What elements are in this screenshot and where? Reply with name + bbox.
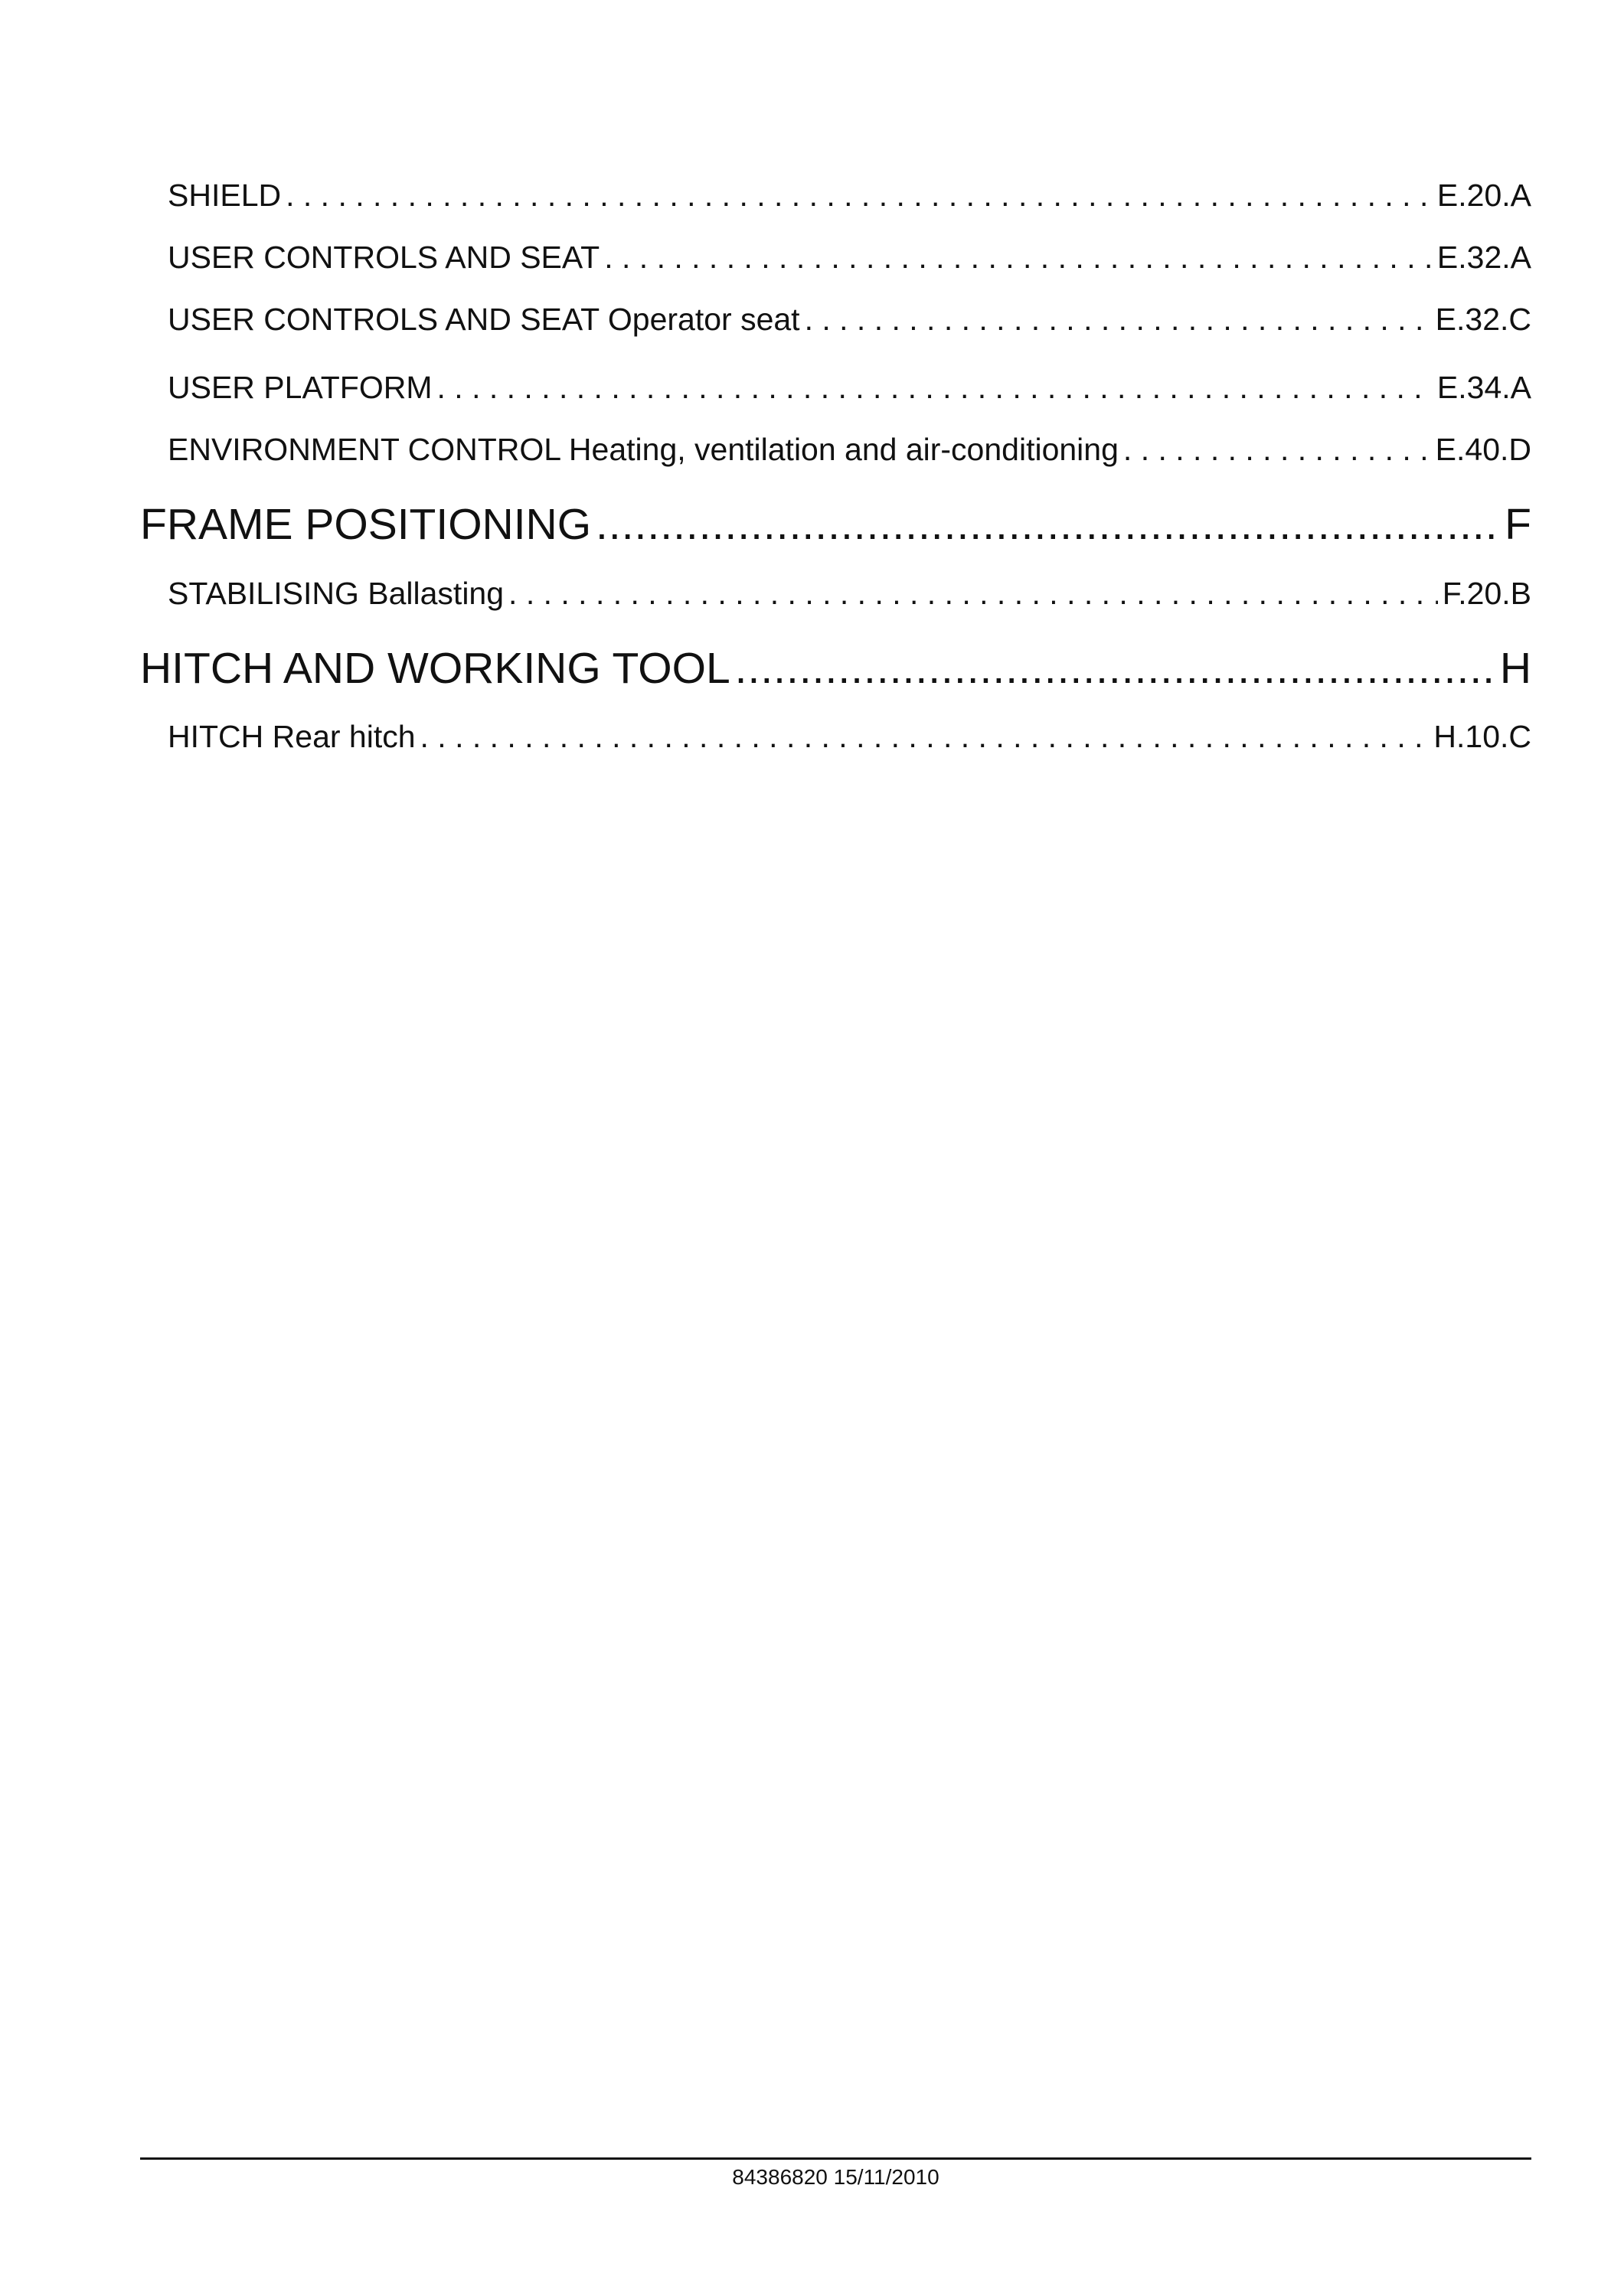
toc-section-frame-positioning[interactable]	[140, 499, 1531, 557]
toc-leader-dots	[420, 719, 1430, 755]
toc-leader-dots	[286, 178, 1433, 214]
toc-entry-stabilising-ballasting[interactable]	[168, 576, 1531, 619]
toc-leader-dots	[596, 499, 1500, 550]
toc-section-title: FRAME POSITIONING	[140, 500, 592, 549]
toc-leader-dots	[437, 370, 1433, 406]
toc-section-ref: H	[1499, 644, 1531, 693]
toc-leader-dots	[805, 302, 1431, 338]
toc-entry-title: ENVIRONMENT CONTROL Heating, ventilation and air-conditioning	[168, 432, 1119, 467]
toc-entry-operator-seat[interactable]	[168, 302, 1531, 345]
toc-entry-title: USER CONTROLS AND SEAT	[168, 240, 600, 275]
toc-entry-ref: E.32.A	[1436, 240, 1531, 275]
toc-entry-ref: E.20.A	[1436, 178, 1531, 213]
toc-entry-ref: E.32.C	[1435, 302, 1531, 337]
toc-leader-dots	[604, 240, 1433, 276]
toc-entry-title: SHIELD	[168, 178, 282, 213]
toc-entry-shield[interactable]	[168, 178, 1531, 220]
toc-entry-ref: E.34.A	[1436, 370, 1531, 405]
toc-section-ref: F	[1505, 500, 1531, 549]
toc-entry-rear-hitch[interactable]	[168, 719, 1531, 762]
toc-entry-user-platform[interactable]	[168, 370, 1531, 413]
toc-entry-ref: E.40.D	[1435, 432, 1531, 467]
toc-entry-title: USER PLATFORM	[168, 370, 433, 405]
toc-entry-title: STABILISING Ballasting	[168, 576, 505, 611]
table-of-contents	[0, 0, 1624, 842]
toc-entry-ref: F.20.B	[1442, 576, 1531, 611]
toc-leader-dots	[508, 576, 1438, 612]
footer-divider	[140, 2157, 1531, 2160]
toc-entry-ref: H.10.C	[1433, 719, 1531, 754]
toc-entry-user-controls-and-seat[interactable]	[168, 240, 1531, 283]
toc-section-title: HITCH AND WORKING TOOL	[140, 644, 730, 693]
toc-entry-environment-control[interactable]	[168, 432, 1531, 475]
toc-section-hitch-and-working-tool[interactable]	[140, 643, 1531, 701]
footer-doc-info: 84386820 15/11/2010	[732, 2165, 939, 2189]
toc-entry-title: USER CONTROLS AND SEAT Operator seat	[168, 302, 800, 337]
toc-leader-dots	[735, 643, 1495, 694]
toc-leader-dots	[1123, 432, 1431, 468]
toc-entry-title: HITCH Rear hitch	[168, 719, 416, 754]
